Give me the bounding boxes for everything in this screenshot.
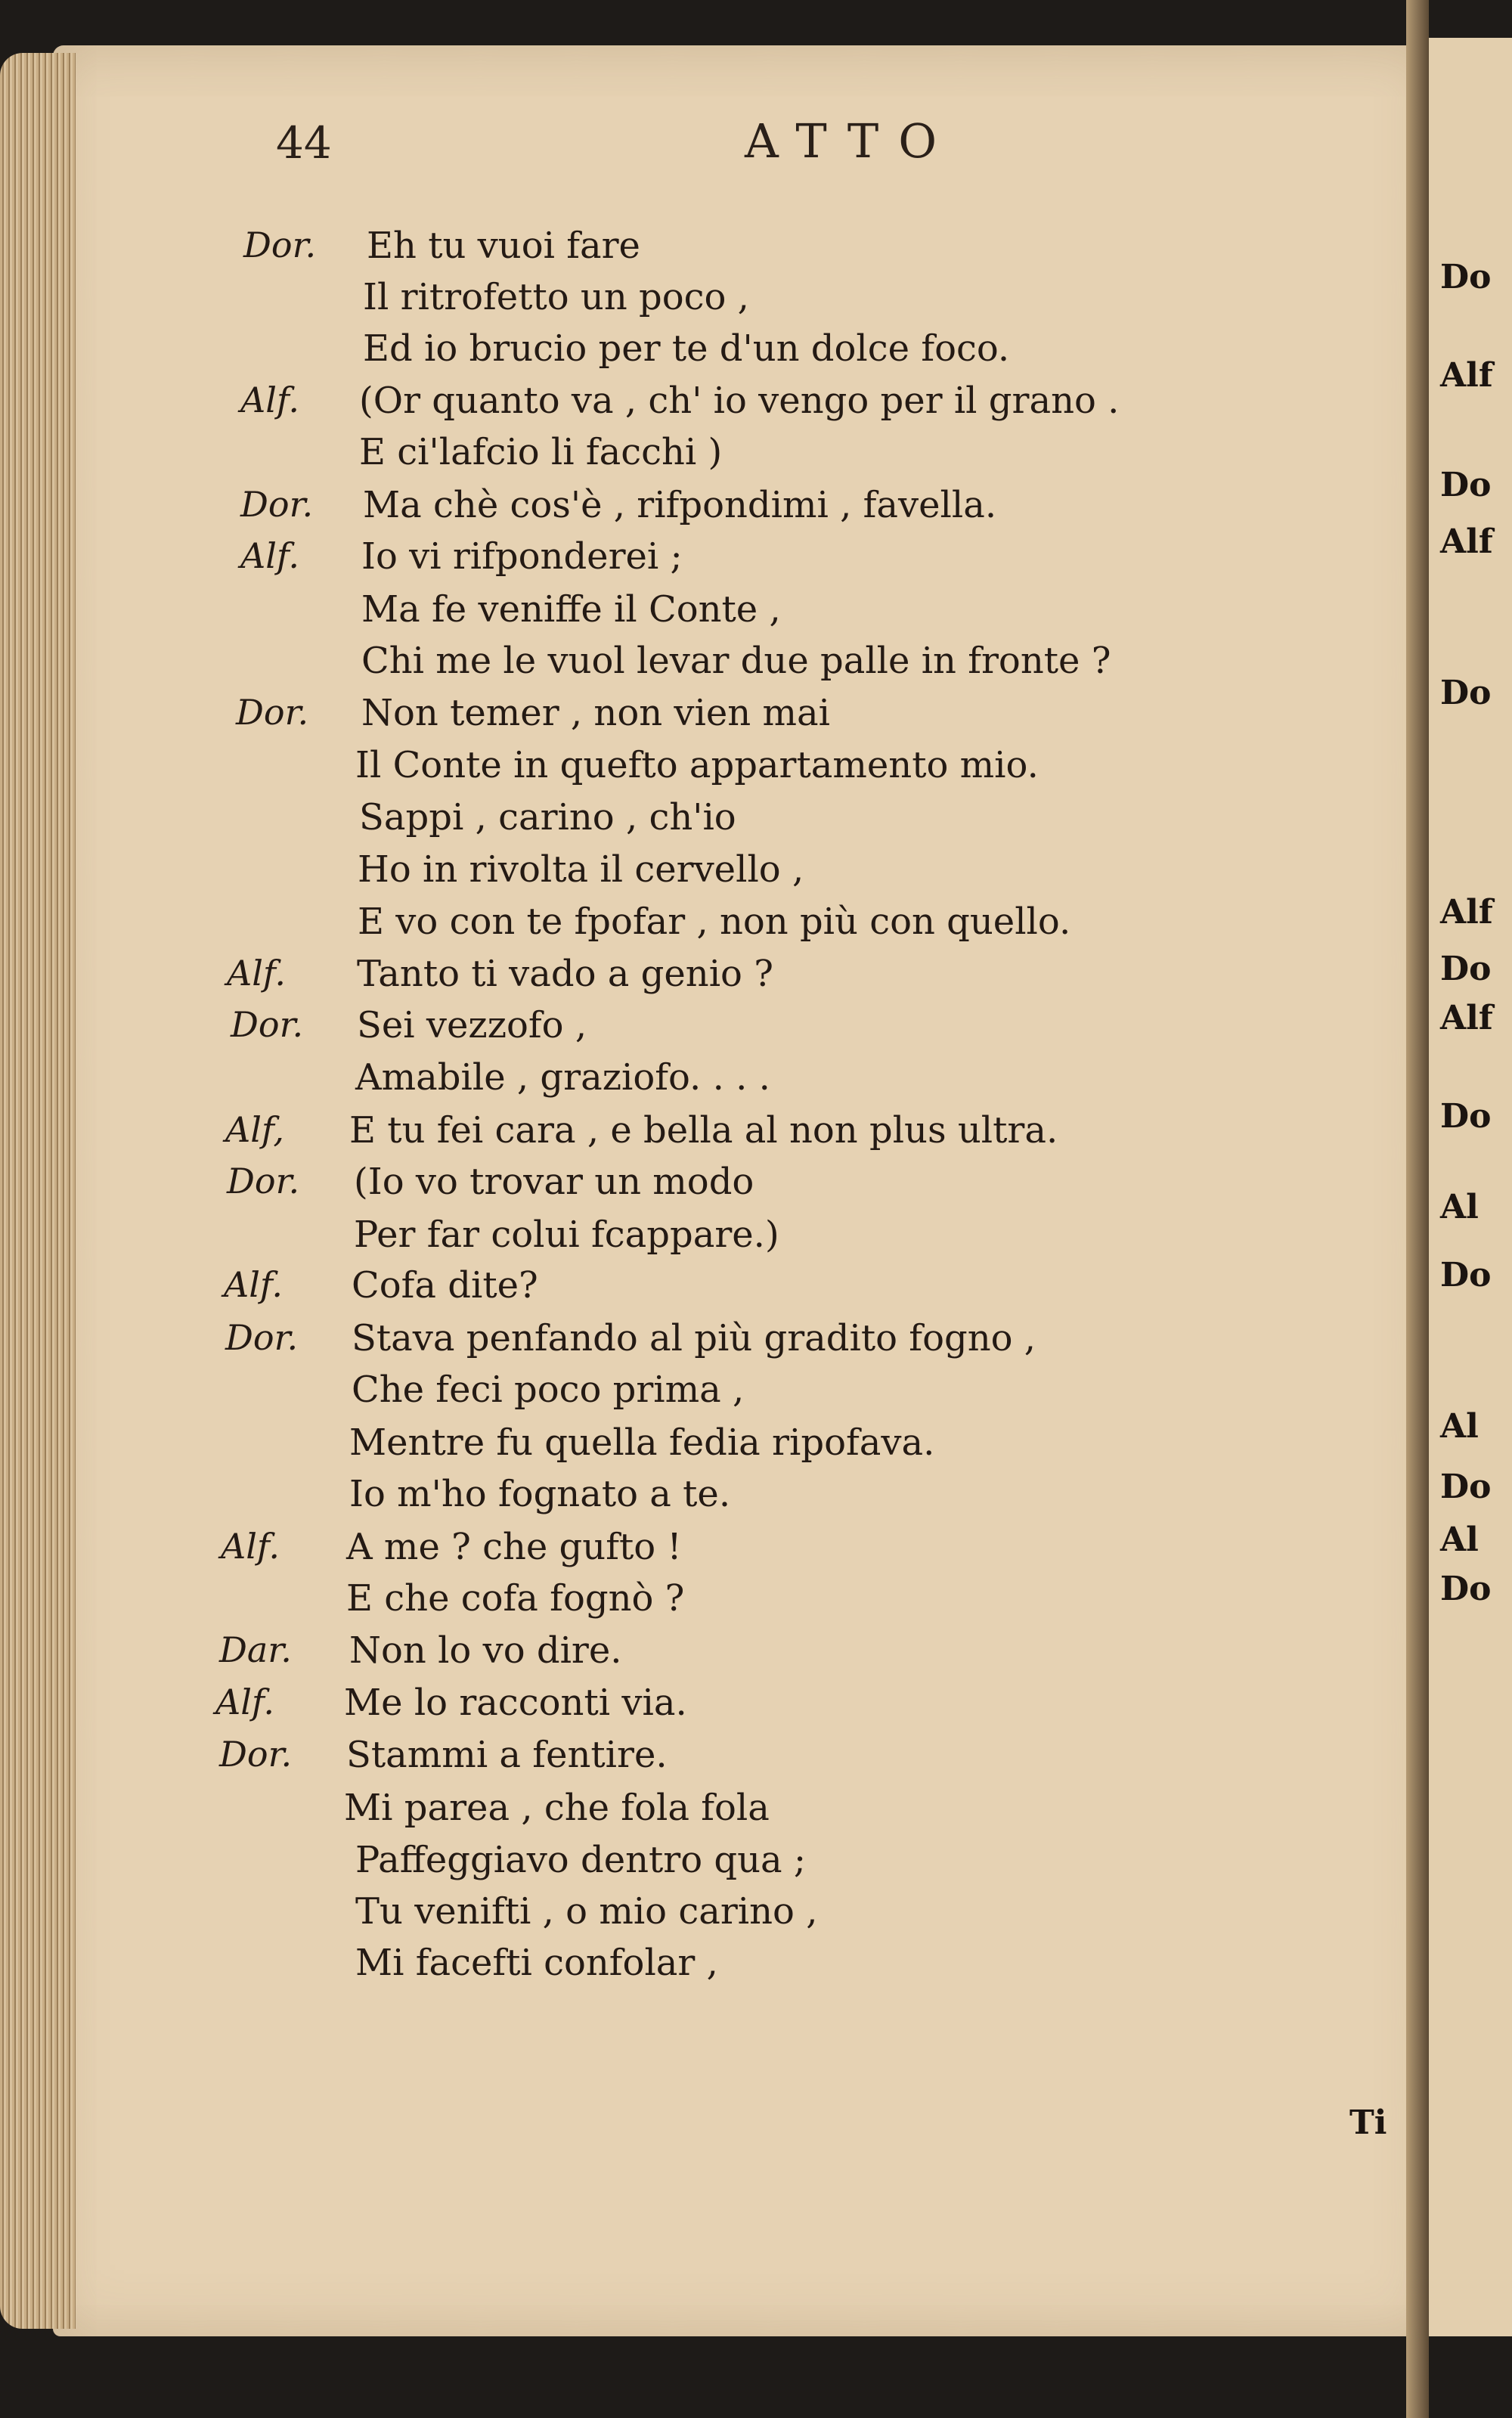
speaker-label: Dor.	[225, 1317, 299, 1358]
speaker-label: Dor.	[227, 1161, 300, 1201]
speaker-label: Dor.	[231, 1004, 304, 1045]
dialogue-line: (Io vo trovar un modo	[354, 1161, 754, 1203]
facing-page-fragment: Do	[1440, 950, 1492, 988]
dialogue-line: Tanto ti vado a genio ?	[357, 953, 773, 995]
catchword: Ti	[1349, 2103, 1387, 2142]
speaker-label: Alf,	[225, 1109, 284, 1150]
speaker-label: Alf.	[240, 380, 299, 420]
dialogue-line: Eh tu vuoi fare	[367, 225, 640, 267]
dialogue-line: Sappi , carino , ch'io	[359, 796, 736, 839]
speaker-label: Alf.	[240, 535, 299, 576]
facing-page-fragment: Alf	[1440, 999, 1493, 1037]
dialogue-line: Io m'ho fognato a te.	[349, 1473, 731, 1515]
dialogue-line: A me ? che gufto !	[346, 1526, 682, 1568]
speaker-label: Dor.	[243, 225, 317, 265]
speaker-label: Alf.	[227, 953, 286, 994]
facing-page-fragment: Do	[1440, 1468, 1492, 1506]
dialogue-line: Ho in rivolta il cervello ,	[358, 848, 804, 891]
facing-page-fragment: Al	[1440, 1407, 1479, 1446]
dialogue-line: Io vi rifponderei ;	[361, 535, 683, 578]
speaker-label: Dor.	[219, 1734, 293, 1775]
facing-page-fragment: Al	[1440, 1521, 1479, 1559]
dialogue-line: Il Conte in quefto appartamento mio.	[355, 744, 1039, 786]
dialogue-line: Paffeggiavo dentro qua ;	[355, 1839, 807, 1881]
facing-page-fragment: Do	[1440, 466, 1492, 504]
speaker-label: Alf.	[224, 1264, 283, 1305]
dialogue-line: Sei vezzofo ,	[357, 1004, 587, 1046]
facing-page-fragment: Do	[1440, 1570, 1492, 1608]
dialogue-line: Non temer , non vien mai	[361, 692, 830, 734]
dialogue-line: E vo con te fpofar , non più con quello.	[358, 901, 1071, 943]
dialogue-line: E tu fei cara , e bella al non plus ultra.	[349, 1109, 1058, 1152]
facing-page-fragment: Alf	[1440, 356, 1493, 395]
speaker-label: Alf.	[221, 1526, 280, 1567]
dialogue-line: Chi me le vuol levar due palle in fronte ?	[361, 640, 1111, 682]
dialogue-line: Mi facefti confolar ,	[355, 1942, 718, 1984]
dialogue-line: Cofa dite?	[352, 1264, 538, 1307]
dialogue-line: Stammi a fentire.	[346, 1734, 668, 1776]
dialogue-line: Mentre fu quella fedia ripofava.	[349, 1421, 935, 1464]
dialogue-line: Tu venifti , o mio carino ,	[355, 1890, 818, 1933]
speaker-label: Alf.	[215, 1682, 274, 1722]
facing-page-fragment: Do	[1440, 1256, 1492, 1294]
facing-page-fragment: Al	[1440, 1188, 1479, 1226]
dialogue-line: Stava penfando al più gradito fogno ,	[352, 1317, 1036, 1359]
dialogue-line: Me lo racconti via.	[344, 1682, 687, 1724]
facing-page-fragment: Do	[1440, 258, 1492, 296]
dialogue-line: (Or quanto va , ch' io vengo per il grano .	[359, 380, 1120, 422]
speaker-label: Dar.	[219, 1629, 292, 1670]
dialogue-line: E che cofa fognò ?	[346, 1577, 685, 1620]
dialogue-line: Ed io brucio per te d'un dolce foco.	[363, 327, 1010, 370]
speaker-label: Dor.	[236, 692, 309, 733]
dialogue-line: Ma fe veniffe il Conte ,	[361, 588, 781, 631]
facing-page-fragment: Do	[1440, 1097, 1492, 1136]
facing-page-fragment: Do	[1440, 674, 1492, 712]
dialogue-line: E ci'lafcio li facchi )	[359, 431, 723, 473]
dialogue-line: Per far colui fcappare.)	[354, 1214, 779, 1256]
dialogue-line: Il ritrofetto un poco ,	[363, 276, 749, 318]
dialogue-line: Ma chè cos'è , rifpondimi , favella.	[363, 484, 997, 526]
book-gutter	[1406, 0, 1429, 2418]
page-header-title: ATTO	[745, 113, 957, 169]
dialogue-line: Mi parea , che fola fola	[344, 1787, 770, 1829]
dialogue-line: Non lo vo dire.	[349, 1629, 622, 1672]
facing-page-fragment: Alf	[1440, 522, 1493, 561]
speaker-label: Dor.	[240, 484, 314, 525]
dialogue-line: Che feci poco prima ,	[352, 1369, 745, 1411]
facing-page-fragment: Alf	[1440, 893, 1493, 932]
page-number: 44	[276, 117, 332, 169]
page-edges	[0, 53, 76, 2329]
dialogue-line: Amabile , graziofo. . . .	[355, 1056, 770, 1099]
